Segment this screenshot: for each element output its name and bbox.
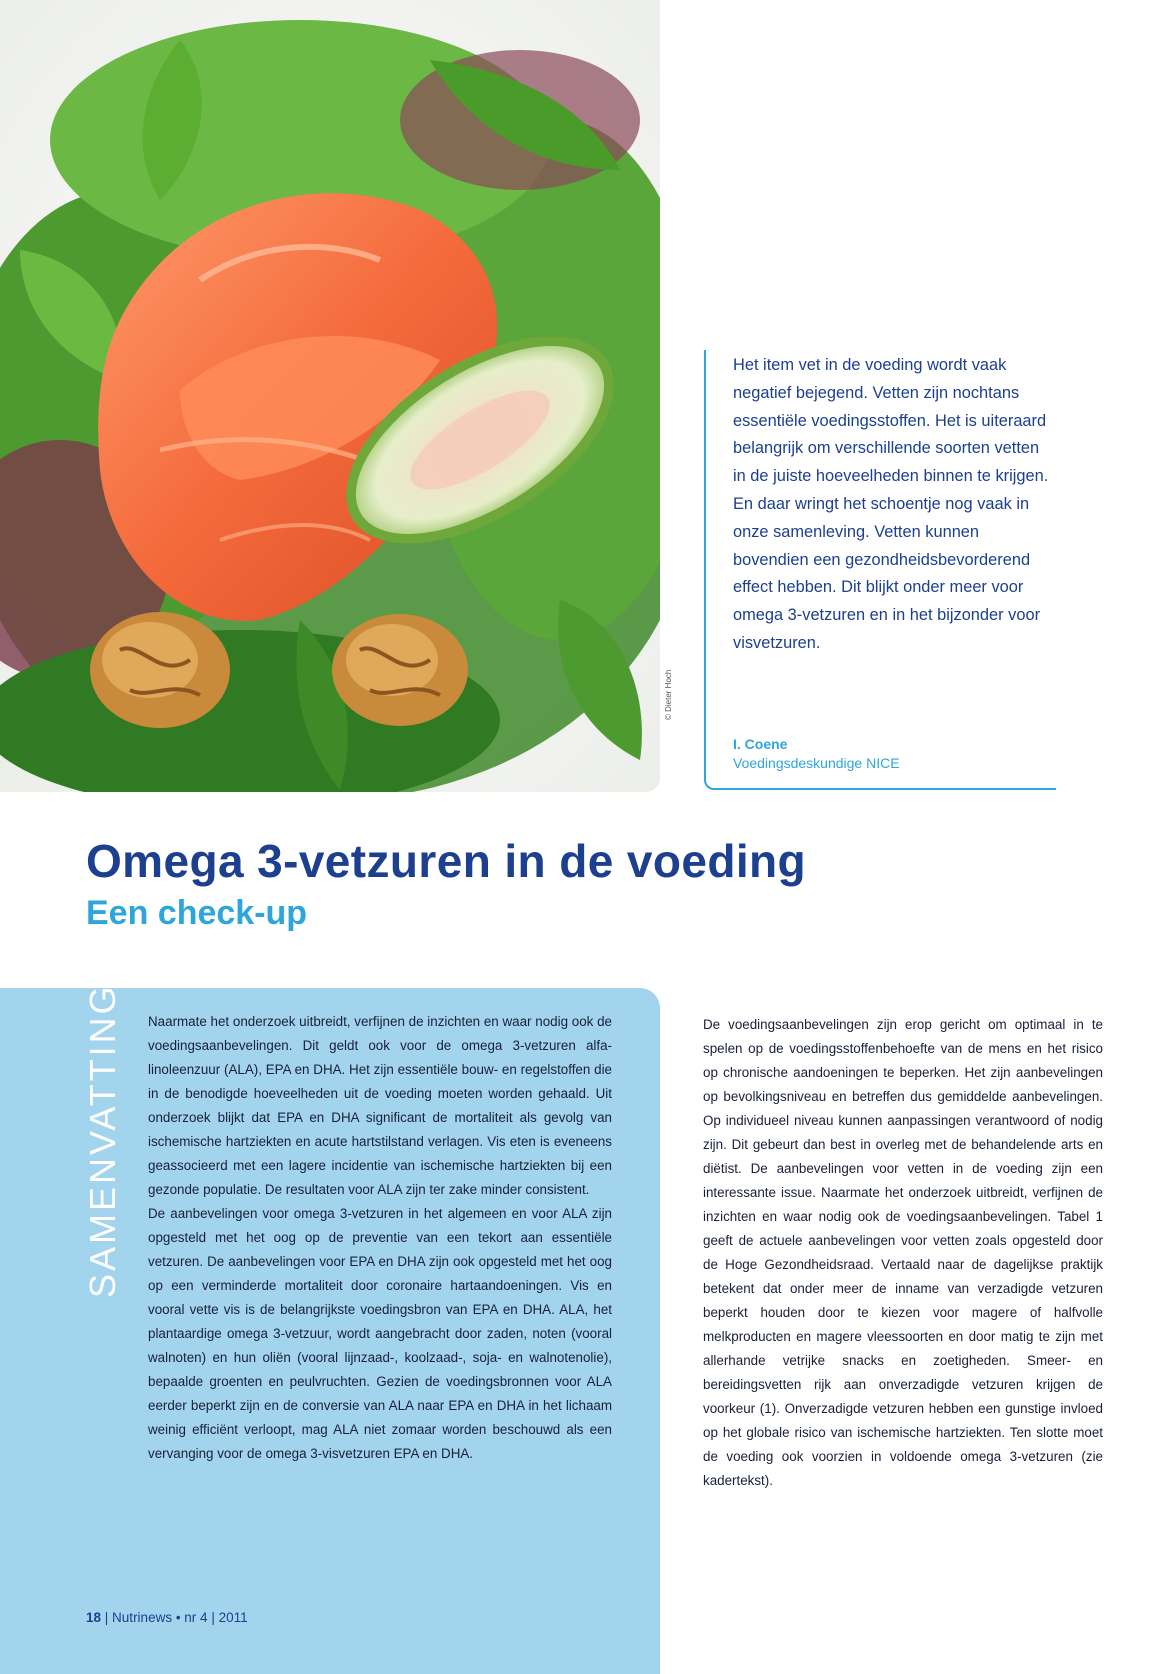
summary-label: SAMENVATTING bbox=[82, 983, 123, 1298]
salad-photo bbox=[0, 0, 660, 792]
intro-text: Het item vet in de voeding wordt vaak negatief bejegend. Vetten zijn nochtans essentiële voedingsstoffen. Het is uiteraard belangrijk om verschillende soorten vetten in de juiste hoeveelheden binnen te krijgen. En daar wringt het schoentje nog vaak in onze samenleving. Vetten kunnen bovendien een gezondheidsbevorderend effect hebben. Dit blijkt onder meer voor omega 3-vetzuren en in het bijzonder voor visvetzuren. bbox=[733, 356, 1049, 652]
salmon-salad-illustration bbox=[0, 0, 660, 792]
page-footer bbox=[86, 1610, 248, 1625]
intro-box bbox=[704, 350, 1056, 790]
body-column bbox=[703, 1013, 1103, 1493]
intro-author-role: Voedingsdeskundige NICE bbox=[733, 755, 900, 771]
summary-text bbox=[148, 1010, 612, 1466]
footer-publication: | Nutrinews • nr 4 | 2011 bbox=[104, 1610, 248, 1625]
body-paragraph: De voedingsaanbevelingen zijn erop gericht om optimaal in te spelen op de voedingsstoffenbehoefte van de mens en het risico op chronische aandoeningen te beperken. Het zijn aanbevelingen op bevolkingsniveau en betreffen dus gemiddelde aanbevelingen. Op individueel niveau kunnen aanpassingen verantwoord of nodig zijn. Dit gebeurt dan best in overleg met de behandelende arts en diëtist. De aanbevelingen voor vetten in de voeding zijn een interessante issue. Naarmate het onderzoek uitbreidt, verfijnen de inzichten en waar nodig ook de voedingsaanbevelingen. Tabel 1 geeft de actuele aanbevelingen voor vetten zoals opgesteld door de Hoge Gezondheidsraad. Vertaald naar de dagelijkse praktijk betekent dat onder meer de inname van verzadigde vetzuren beperkt houden door te kiezen voor magere of halfvolle melkproducten en magere vleessoorten en door matig te zijn met allerhande vetrijke snacks en zoetigheden. Smeer- en bereidingsvetten rijk aan onverzadigde vetzuren krijgen de voorkeur (1). Onverzadigde vetzuren hebben een gunstige invloed op het globale risico van ischemische hartziekten. Ten slotte moet de voeding ook voorzien in voldoende omega 3-vetzuren (zie kadertekst). bbox=[703, 1017, 1103, 1488]
article-subtitle: Een check-up bbox=[86, 894, 308, 932]
article-title: Omega 3-vetzuren in de voeding bbox=[86, 835, 807, 887]
page-number: 18 bbox=[86, 1610, 102, 1625]
summary-paragraph: De aanbevelingen voor omega 3-vetzuren in het algemeen en voor ALA zijn opgesteld met het oog op de preventie van een tekort aan essentiële vetzuren. De aanbevelingen voor EPA en DHA zijn ook opgesteld met het oog op een verminderde mortaliteit door coronaire hartaandoeningen. Vis en vooral vette vis is de belangrijkste voedingsbron van EPA en DHA. ALA, het plantaardige omega 3-vetzuur, wordt aangebracht door zaden, noten (vooral walnoten) en hun oliën (vooral lijnzaad-, koolzaad-, soja- en walnotenolie), bepaalde groenten en peulvruchten. Gezien de voedingsbronnen voor ALA eerder beperkt zijn en de conversie van ALA naar EPA en DHA in het lichaam weinig efficiënt verloopt, mag ALA niet zomaar worden beschouwd als een vervanging voor de omega 3-visvetzuren EPA en DHA. bbox=[148, 1206, 612, 1461]
intro-author: I. Coene bbox=[733, 736, 788, 752]
summary-paragraph: Naarmate het onderzoek uitbreidt, verfijnen de inzichten en waar nodig ook de voedingsaanbevelingen. Dit geldt ook voor de omega 3-vetzuren alfa-linoleenzuur (ALA), EPA en DHA. Het zijn essentiële bouw- en regelstoffen die in de benodigde hoeveelheden uit de voeding moeten worden gehaald. Uit onderzoek blijkt dat EPA en DHA significant de mortaliteit als gevolg van ischemische hartziekten en acute hartstilstand verlagen. Vis eten is eveneens geassocieerd met een lagere incidentie van ischemische hartziekten bij een gezonde populatie. De resultaten voor ALA zijn ter zake minder consistent. bbox=[148, 1014, 612, 1197]
photo-credit: © Dieter Hoch bbox=[664, 669, 673, 720]
